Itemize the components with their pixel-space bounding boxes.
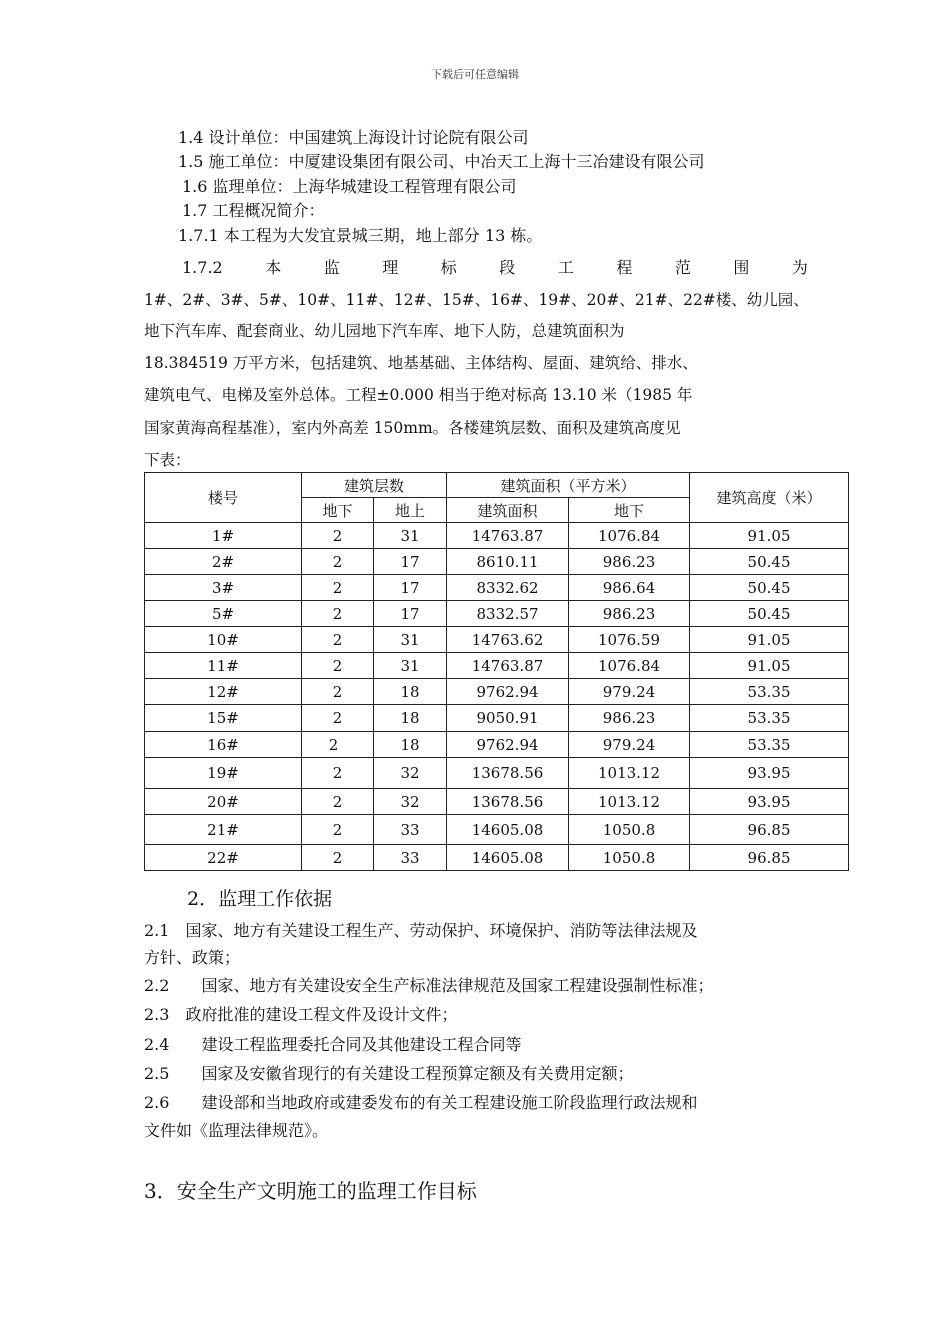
scope-buildings-line: 1#、2#、3#、5#、10#、11#、12#、15#、16#、19#、20#、21#、22#楼、幼儿园、	[144, 291, 809, 309]
table-cell: 12#	[145, 679, 302, 705]
construction-unit-line: 1.5 施工单位：中厦建设集团有限公司、中冶天工上海十三冶建设有限公司	[178, 152, 705, 171]
basis-item-2-1a: 2.1 国家、地方有关建设工程生产、劳动保护、环境保护、消防等法律法规及	[144, 921, 698, 940]
header-floors-under: 地下	[302, 498, 374, 523]
table-cell: 32	[374, 758, 447, 789]
table-cell: 3#	[145, 575, 302, 601]
table-cell: 2	[302, 627, 374, 653]
table-cell: 16#	[145, 732, 302, 758]
table-cell: 18	[374, 732, 447, 758]
scope-line-11: 国家黄海高程基准），室内外高差 150mm。各楼建筑层数、面积及建筑高度见	[144, 419, 681, 437]
table-cell: 20#	[145, 789, 302, 815]
basis-item-2-2: 2.2 国家、地方有关建设安全生产标准法律规范及国家工程建设强制性标准；	[144, 976, 714, 995]
table-cell: 32	[374, 789, 447, 815]
table-cell: 986.64	[569, 575, 690, 601]
table-row	[145, 679, 849, 705]
table-cell: 986.23	[569, 705, 690, 732]
table-cell: 1050.8	[569, 845, 690, 871]
table-cell: 986.23	[569, 549, 690, 575]
header-area-total: 建筑面积	[447, 498, 569, 523]
basis-item-2-6b: 文件如《监理法律规范》。	[144, 1121, 329, 1140]
table-row	[145, 732, 849, 758]
table-cell: 2	[302, 705, 374, 732]
table-cell: 1013.12	[569, 789, 690, 815]
header-area-under: 地下	[569, 498, 690, 523]
table-cell: 22#	[145, 845, 302, 871]
table-cell: 10#	[145, 627, 302, 653]
table-row	[145, 705, 849, 732]
table-cell: 18	[374, 705, 447, 732]
table-row	[145, 758, 849, 789]
table-cell: 2	[302, 523, 374, 549]
table-cell: 1013.12	[569, 758, 690, 789]
table-cell: 5#	[145, 601, 302, 627]
table-cell: 17	[374, 575, 447, 601]
table-cell: 1076.84	[569, 523, 690, 549]
table-cell: 8332.57	[447, 601, 569, 627]
header-height: 建筑高度（米）	[690, 473, 849, 523]
scope-line-spread	[182, 258, 808, 278]
table-cell: 17	[374, 601, 447, 627]
header-area: 建筑面积（平方米）	[447, 473, 690, 498]
scope-word: 标	[440, 258, 457, 277]
scope-line-8: 地下汽车库、配套商业、幼儿园地下汽车库、地下人防，总建筑面积为	[144, 322, 625, 340]
table-cell: 53.35	[690, 705, 849, 732]
scope-word: 监	[323, 258, 340, 277]
table-cell: 96.85	[690, 845, 849, 871]
table-cell: 50.45	[690, 549, 849, 575]
table-cell: 19#	[145, 758, 302, 789]
table-cell: 1076.84	[569, 653, 690, 679]
header-building-no: 楼号	[145, 473, 302, 523]
table-cell: 2	[302, 815, 374, 845]
scope-word: 范	[674, 258, 691, 277]
table-cell: 91.05	[690, 523, 849, 549]
table-cell: 53.35	[690, 679, 849, 705]
building-table	[144, 472, 849, 871]
section-3-title: 3．安全生产文明施工的监理工作目标	[144, 1179, 477, 1203]
table-cell: 33	[374, 815, 447, 845]
scope-line-10: 建筑电气、电梯及室外总体。工程±0.000 相当于绝对标高 13.10 米（1985 年	[144, 386, 693, 404]
table-cell: 2	[302, 732, 374, 758]
table-cell: 31	[374, 627, 447, 653]
section-2-title: 2．监理工作依据	[187, 888, 333, 910]
basis-item-2-4: 2.4 建设工程监理委托合同及其他建设工程合同等	[144, 1035, 522, 1054]
project-overview-heading: 1.7 工程概况简介：	[182, 201, 325, 220]
table-cell: 14763.87	[447, 523, 569, 549]
table-cell: 2	[302, 845, 374, 871]
table-row	[145, 575, 849, 601]
table-cell: 9762.94	[447, 679, 569, 705]
table-cell: 1076.59	[569, 627, 690, 653]
table-cell: 979.24	[569, 679, 690, 705]
table-cell: 1050.8	[569, 815, 690, 845]
table-cell: 1#	[145, 523, 302, 549]
table-cell: 14763.87	[447, 653, 569, 679]
table-intro-line: 下表：	[144, 451, 191, 469]
table-cell: 2	[302, 758, 374, 789]
table-cell: 21#	[145, 815, 302, 845]
project-overview-1: 1.7.1 本工程为大发宜景城三期，地上部分 13 栋。	[178, 226, 543, 245]
table-body	[145, 523, 849, 871]
basis-item-2-6a: 2.6 建设部和当地政府或建委发布的有关工程建设施工阶段监理行政法规和	[144, 1093, 698, 1112]
scope-line-9: 18.384519 万平方米，包括建筑、地基基础、主体结构、屋面、建筑给、排水、	[144, 354, 698, 372]
table-cell: 93.95	[690, 789, 849, 815]
table-cell: 17	[374, 549, 447, 575]
basis-item-2-1b: 方针、政策；	[144, 948, 241, 967]
table-cell: 14605.08	[447, 815, 569, 845]
table-cell: 2	[302, 679, 374, 705]
table-cell: 93.95	[690, 758, 849, 789]
table-cell: 14605.08	[447, 845, 569, 871]
table-cell: 2	[302, 575, 374, 601]
design-unit-line: 1.4 设计单位：中国建筑上海设计讨论院有限公司	[178, 128, 529, 147]
table-row	[145, 627, 849, 653]
table-row	[145, 789, 849, 815]
table-row	[145, 601, 849, 627]
table-cell: 91.05	[690, 627, 849, 653]
table-cell: 9762.94	[447, 732, 569, 758]
scope-word: 程	[616, 258, 633, 277]
table-cell: 50.45	[690, 601, 849, 627]
table-cell: 15#	[145, 705, 302, 732]
table-cell: 2#	[145, 549, 302, 575]
table-cell: 31	[374, 653, 447, 679]
basis-item-2-5: 2.5 国家及安徽省现行的有关建设工程预算定额及有关费用定额；	[144, 1064, 634, 1083]
table-cell: 50.45	[690, 575, 849, 601]
table-cell: 2	[302, 653, 374, 679]
table-row	[145, 549, 849, 575]
table-cell: 8332.62	[447, 575, 569, 601]
table-cell: 2	[302, 549, 374, 575]
table-row	[145, 523, 849, 549]
scope-word: 为	[791, 258, 808, 277]
table-cell: 9050.91	[447, 705, 569, 732]
header-floors: 建筑层数	[302, 473, 447, 498]
scope-word: 围	[733, 258, 750, 277]
table-cell: 31	[374, 523, 447, 549]
table-row	[145, 845, 849, 871]
table-cell: 91.05	[690, 653, 849, 679]
scope-word: 段	[499, 258, 516, 277]
table-cell: 13678.56	[447, 789, 569, 815]
table-cell: 18	[374, 679, 447, 705]
scope-word: 本	[265, 258, 282, 277]
table-cell: 986.23	[569, 601, 690, 627]
table-cell: 96.85	[690, 815, 849, 845]
table-cell: 8610.11	[447, 549, 569, 575]
table-cell: 979.24	[569, 732, 690, 758]
scope-word: 工	[557, 258, 574, 277]
table-cell: 2	[302, 789, 374, 815]
table-cell: 11#	[145, 653, 302, 679]
header-floors-above: 地上	[374, 498, 447, 523]
scope-word: 1.7.2	[182, 258, 223, 277]
table-cell: 2	[302, 601, 374, 627]
table-cell: 53.35	[690, 732, 849, 758]
table-cell: 33	[374, 845, 447, 871]
page-header: 下载后可任意编辑	[431, 68, 519, 81]
table-row	[145, 653, 849, 679]
table-cell: 13678.56	[447, 758, 569, 789]
table-cell: 14763.62	[447, 627, 569, 653]
scope-word: 理	[382, 258, 399, 277]
table-row	[145, 815, 849, 845]
basis-item-2-3: 2.3 政府批准的建设工程文件及设计文件；	[144, 1005, 458, 1024]
supervision-unit-line: 1.6 监理单位：上海华城建设工程管理有限公司	[182, 177, 517, 196]
